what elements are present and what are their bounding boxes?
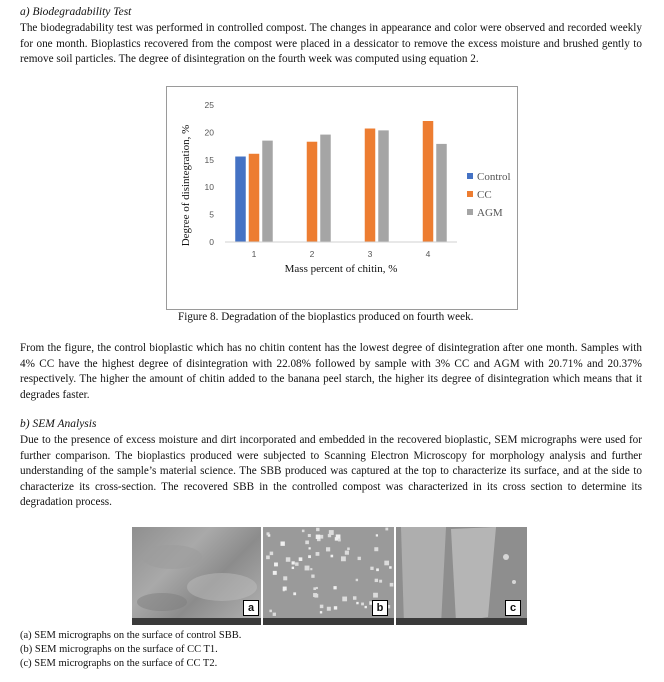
x-axis-label: Mass percent of chitin, % bbox=[284, 263, 398, 275]
sem-particle bbox=[334, 606, 337, 609]
legend-label: Control bbox=[477, 171, 511, 183]
figure-8-caption: Figure 8. Degradation of the bioplastics produced on fourth week. bbox=[178, 311, 474, 323]
sem-particle bbox=[347, 547, 350, 550]
sem-particle bbox=[266, 555, 270, 559]
sem-particle bbox=[389, 566, 392, 569]
x-tick-label: 4 bbox=[425, 249, 431, 259]
sem-particle bbox=[342, 597, 347, 602]
sem-particle bbox=[316, 535, 320, 539]
sem-particle bbox=[356, 602, 358, 604]
sem-particle bbox=[336, 534, 341, 539]
sem-particle bbox=[320, 605, 324, 609]
sem-subcaption-c: (c) SEM micrographs on the surface of CC T2. bbox=[20, 658, 218, 669]
legend-label: AGM bbox=[477, 207, 503, 219]
sem-particle bbox=[302, 530, 305, 533]
sem-particle bbox=[326, 547, 330, 551]
sem-particle bbox=[316, 587, 318, 589]
sem-image-c bbox=[396, 527, 527, 625]
sem-particle bbox=[273, 613, 276, 616]
sem-particle bbox=[390, 583, 394, 587]
sem-particle bbox=[295, 562, 298, 565]
bar-cc-2 bbox=[307, 142, 318, 242]
y-axis-label: Degree of disintegration, % bbox=[180, 124, 192, 247]
sem-image-a bbox=[132, 527, 261, 625]
section-a-paragraph: The biodegradability test was performed in controlled compost. The changes in appearance and color were observed and recorded weekly for one month. Bioplastics recovered from the compost were placed in a dessicator to remove the excess moisture and brushed gently to remove soil particles. The degree of disintegration on the fourth week was computed using equation 2. bbox=[20, 22, 642, 66]
bar-agm-3 bbox=[378, 130, 389, 242]
sem-particle bbox=[274, 562, 278, 566]
sem-particle bbox=[316, 552, 320, 556]
sem-particle bbox=[353, 596, 356, 599]
section-b-paragraph: Due to the presence of excess moisture and dirt incorporated and embedded in the recovered bioplastic, SEM micrographs were used for further comparison. The bioplastics produced were subjected to Scanning Electron Microscopy for morphology analysis and further understanding of the sample’s material science. The SBB produced was captured at the top to characterize its surface, and at the side to characterize its cross-section. The recovered SBB in the controlled compost was characterized in its cross section to determine its degradation process. bbox=[20, 434, 642, 509]
y-tick-label: 25 bbox=[204, 100, 214, 110]
sem-particle bbox=[273, 571, 277, 575]
sem-particle bbox=[292, 561, 295, 564]
x-tick-label: 2 bbox=[309, 249, 315, 259]
sem-particle bbox=[308, 534, 311, 537]
sem-particle bbox=[283, 587, 287, 591]
sem-particle bbox=[310, 568, 312, 570]
legend-swatch bbox=[467, 173, 473, 179]
sem-particle bbox=[286, 557, 290, 561]
sem-particle bbox=[270, 552, 273, 555]
sem-particle bbox=[292, 567, 294, 569]
y-tick-label: 15 bbox=[204, 154, 214, 165]
sem-info-bar-a bbox=[132, 618, 261, 625]
sem-panel-label-a: a bbox=[243, 600, 259, 616]
sem-info-bar-c bbox=[396, 618, 527, 625]
y-tick-label: 0 bbox=[209, 237, 214, 247]
figure-8-frame bbox=[166, 86, 518, 310]
sem-particle bbox=[267, 532, 270, 535]
sem-particle bbox=[293, 592, 296, 595]
sem-particle bbox=[313, 587, 316, 590]
sem-info-bar-b bbox=[263, 618, 394, 625]
x-tick-label: 3 bbox=[367, 249, 373, 259]
y-tick-label: 5 bbox=[209, 209, 214, 220]
bar-agm-4 bbox=[436, 144, 447, 242]
sem-particle bbox=[309, 547, 311, 549]
sem-subcaption-a: (a) SEM micrographs on the surface of control SBB. bbox=[20, 630, 242, 641]
section-b-heading: b) SEM Analysis bbox=[20, 418, 97, 430]
x-tick-label: 1 bbox=[251, 249, 257, 259]
sem-particle bbox=[305, 541, 309, 545]
sem-particle bbox=[269, 610, 272, 613]
sem-particle bbox=[331, 555, 334, 558]
sem-particle bbox=[338, 539, 341, 542]
sem-particle bbox=[283, 576, 287, 580]
sem-image-b bbox=[263, 527, 394, 625]
sem-particle bbox=[333, 586, 336, 589]
sem-particle bbox=[341, 556, 346, 561]
degradation-bar-chart bbox=[167, 87, 517, 309]
sem-particle bbox=[299, 557, 303, 561]
legend-swatch bbox=[467, 191, 473, 197]
bar-cc-1 bbox=[249, 154, 260, 242]
bar-cc-3 bbox=[365, 129, 376, 242]
y-tick-label: 20 bbox=[204, 127, 214, 138]
sem-particle bbox=[313, 593, 317, 597]
sem-panel-label-b: b bbox=[372, 600, 388, 616]
sem-micrograph-strip bbox=[132, 527, 527, 625]
sem-particle bbox=[373, 593, 378, 598]
sem-particle bbox=[345, 551, 349, 555]
sem-particle bbox=[311, 575, 314, 578]
bar-agm-1 bbox=[262, 141, 273, 242]
sem-particle bbox=[376, 568, 379, 571]
sem-particle bbox=[365, 606, 367, 608]
bar-cc-4 bbox=[423, 121, 434, 242]
bar-control-1 bbox=[235, 157, 246, 242]
sem-particle bbox=[361, 603, 364, 606]
sem-particle bbox=[379, 580, 382, 583]
sem-particle bbox=[316, 528, 319, 531]
sem-particle bbox=[358, 557, 361, 560]
sem-particle bbox=[327, 607, 331, 611]
sem-particle bbox=[305, 566, 310, 571]
sem-particle bbox=[375, 579, 378, 582]
sem-subcaption-b: (b) SEM micrographs on the surface of CC T1. bbox=[20, 644, 218, 655]
sem-particle bbox=[280, 541, 284, 545]
sem-texture-a bbox=[132, 527, 261, 625]
sem-particle bbox=[370, 567, 373, 570]
y-tick-label: 10 bbox=[204, 182, 214, 193]
bar-agm-2 bbox=[320, 135, 331, 242]
legend-label: CC bbox=[477, 189, 492, 201]
sem-particle bbox=[385, 528, 388, 531]
discussion-paragraph: From the figure, the control bioplastic which has no chitin content has the lowest degree of disintegration after one month. Samples with 4% CC have the highest degree of disintegration with 22.08% followed by sample with 3% CC and AGM with 20.71% and 20.37% respectively. The higher the amount of chitin added to the banana peel starch, the higher its degree of disintegration which means that it degrades faster. bbox=[20, 342, 642, 401]
legend-swatch bbox=[467, 209, 473, 215]
sem-particle bbox=[384, 561, 389, 566]
sem-particle bbox=[374, 547, 378, 551]
sem-particle bbox=[320, 611, 322, 613]
sem-particle bbox=[329, 530, 334, 535]
sem-particle bbox=[356, 579, 358, 581]
sem-particle bbox=[308, 555, 311, 558]
section-a-heading: a) Biodegradability Test bbox=[20, 6, 132, 18]
sem-particle bbox=[376, 534, 378, 536]
sem-panel-label-c: c bbox=[505, 600, 521, 616]
